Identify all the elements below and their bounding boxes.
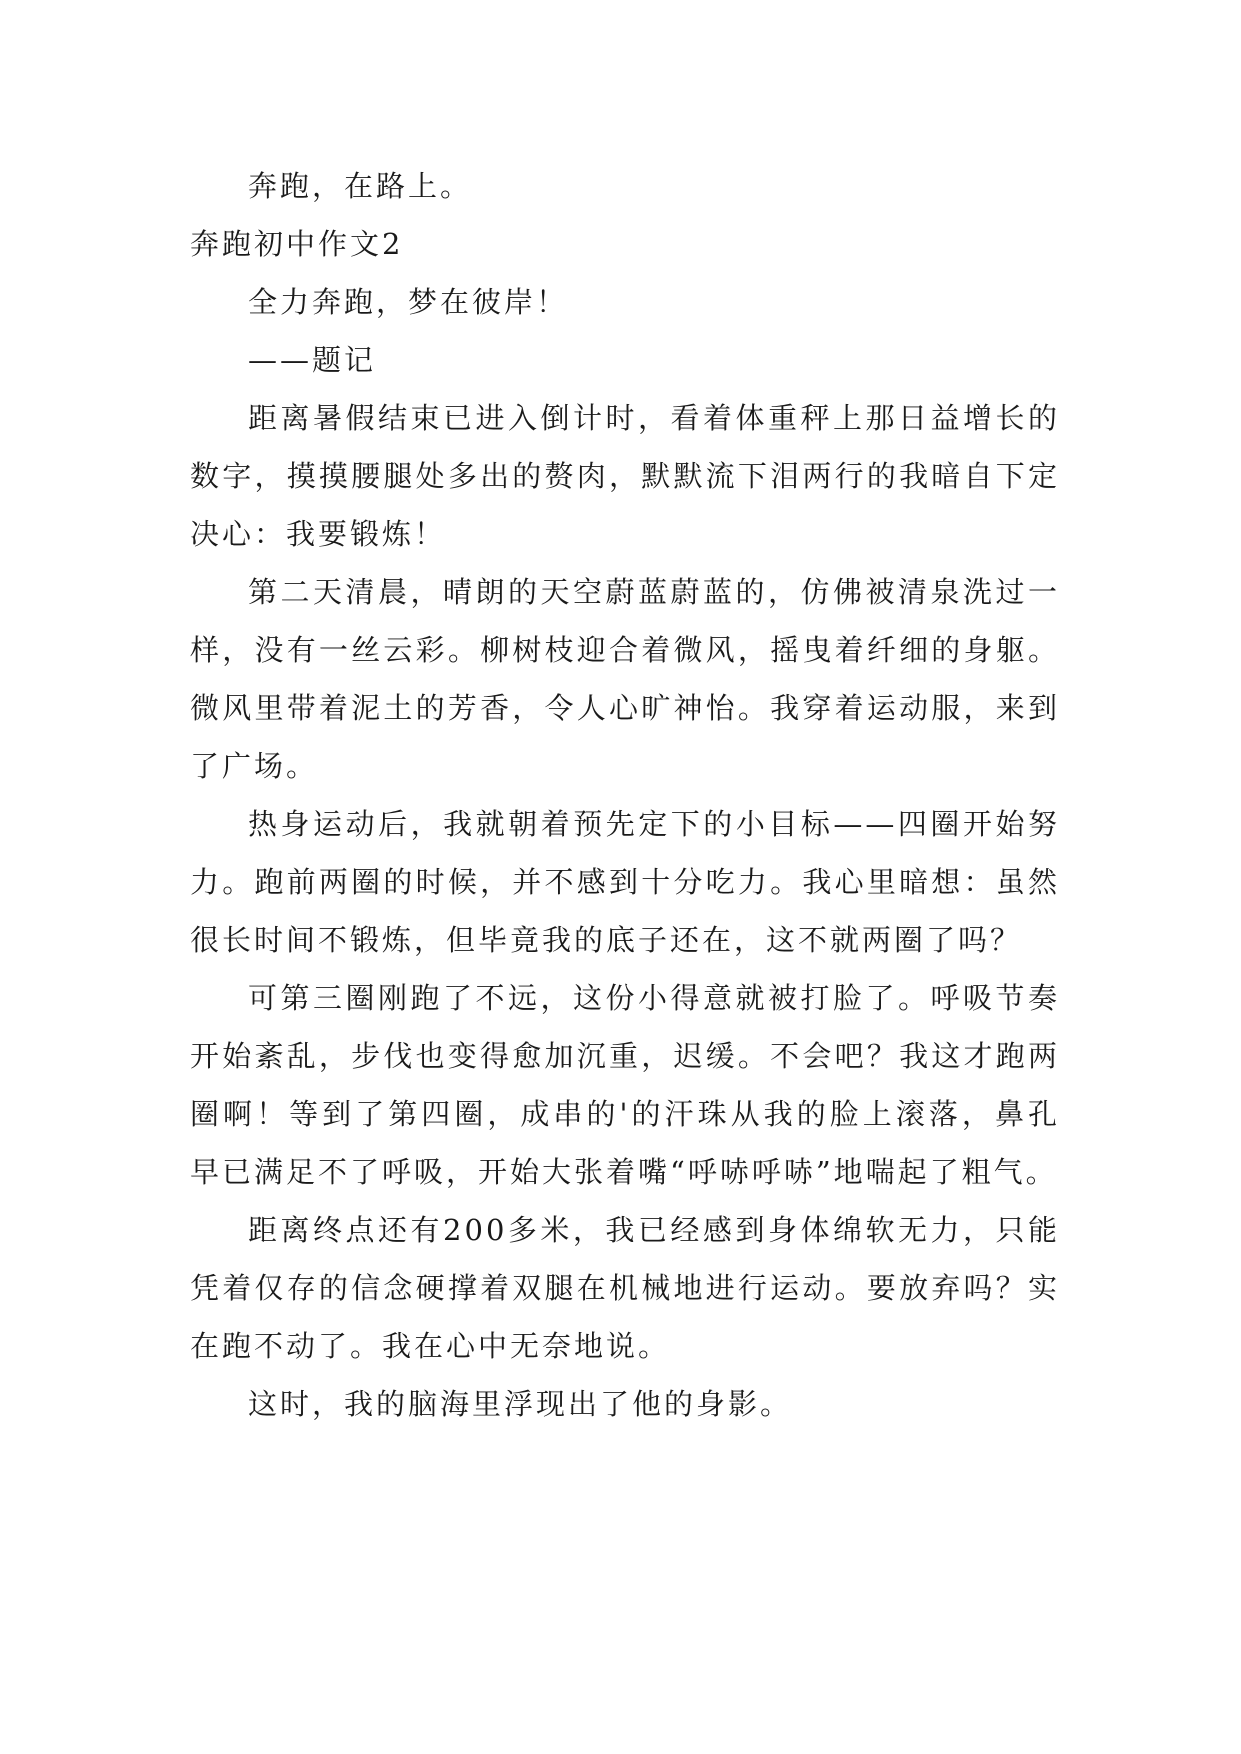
paragraph: 全力奔跑，梦在彼岸！ [248, 285, 569, 319]
paragraph: 距离暑假结束已进入倒计时，看着体重秤上那日益增长的数字，摸摸腰腿处多出的赘肉，默默流下泪两行的我暗自下定决心：我要锻炼！ [190, 401, 1060, 551]
paragraph: 第二天清晨，晴朗的天空蔚蓝蔚蓝的，仿佛被清泉洗过一样，没有一丝云彩。柳树枝迎合着微风，摇曳着纤细的身躯。微风里带着泥土的芳香，令人心旷神怡。我穿着运动服，来到了广场。 [190, 575, 1060, 783]
paragraph: 距离终点还有200多米，我已经感到身体绵软无力，只能凭着仅存的信念硬撑着双腿在机械地进行运动。要放弃吗？实在跑不动了。我在心中无奈地说。 [190, 1213, 1060, 1363]
document-body [190, 157, 1060, 1433]
paragraph: 可第三圈刚跑了不远，这份小得意就被打脸了。呼吸节奏开始紊乱，步伐也变得愈加沉重，迟缓。不会吧？我这才跑两圈啊！等到了第四圈，成串的'的汗珠从我的脸上滚落，鼻孔早已满足不了呼吸，开始大张着嘴“呼哧呼哧”地喘起了粗气。 [190, 981, 1060, 1189]
paragraph: 热身运动后，我就朝着预先定下的小目标——四圈开始努力。跑前两圈的时候，并不感到十分吃力。我心里暗想：虽然很长时间不锻炼，但毕竟我的底子还在，这不就两圈了吗？ [190, 807, 1060, 957]
paragraph: ——题记 [248, 343, 377, 377]
paragraph: 这时，我的脑海里浮现出了他的身影。 [248, 1387, 793, 1421]
essay-title: 奔跑初中作文2 [190, 227, 404, 261]
paragraph: 奔跑，在路上。 [248, 169, 473, 203]
